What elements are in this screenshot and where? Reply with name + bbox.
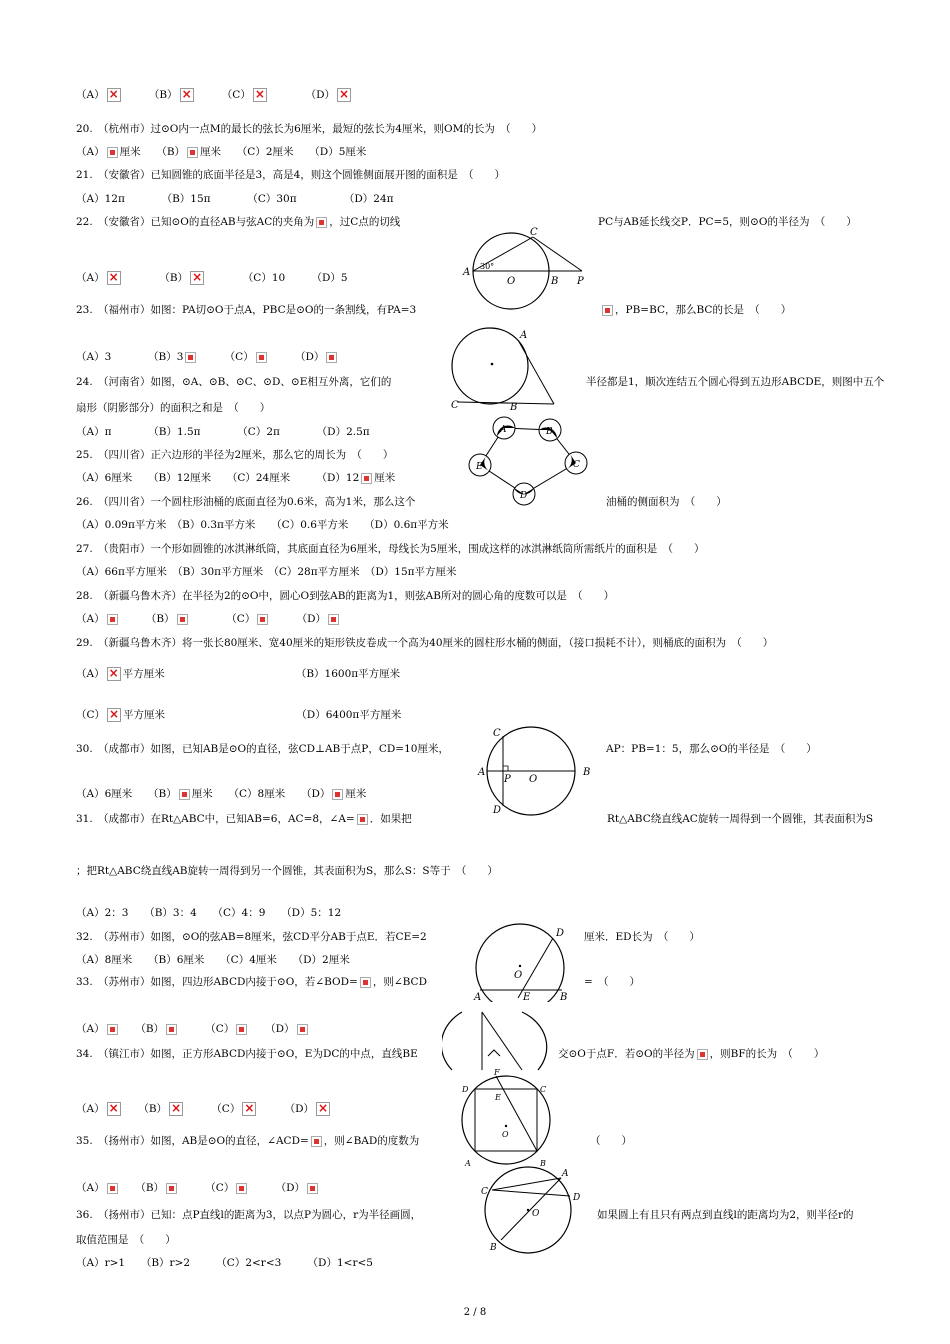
- line-opt29b: [76, 708, 401, 722]
- broken-image-icon: [697, 1049, 708, 1060]
- text-run: 33. （苏州市）如图，四边形ABCD内接于⊙O，若∠BOD=: [76, 976, 358, 988]
- broken-image-icon: [190, 271, 204, 285]
- broken-image-icon: [107, 614, 118, 625]
- text-run: 21. （安徽省）已知圆锥的底面半径是3，高是4，则这个圆锥侧面展开图的面积是 （ ）: [76, 169, 506, 181]
- figure-q24: [466, 412, 598, 508]
- text-run: （D）: [249, 1023, 295, 1035]
- line-opt30: [76, 787, 366, 801]
- broken-image-icon: [311, 1136, 322, 1147]
- fig22-label-p: P: [577, 276, 584, 287]
- text-run: （C）: [179, 1182, 235, 1194]
- broken-image-icon: [179, 789, 190, 800]
- line-q36c: [76, 1233, 176, 1247]
- fig24-label-e: E: [476, 462, 483, 472]
- line-q28: [76, 589, 614, 603]
- broken-image-icon: [297, 1024, 308, 1035]
- fig32-label-a: A: [474, 992, 482, 1002]
- text-run: 28. （新疆乌鲁木齐）在半径为2的⊙O中，圆心O到弦AB的距离为1，则弦AB所对的圆心角的度数可以是 （ ）: [76, 590, 615, 602]
- fig23-label-a: A: [520, 330, 528, 341]
- line-opt31: [76, 906, 341, 920]
- line-opt25: [76, 471, 395, 485]
- broken-image-icon: [107, 1024, 118, 1035]
- broken-image-icon: [169, 1102, 183, 1116]
- text-run: （D）: [270, 613, 327, 625]
- text-run: 半径都是1，顺次连结五个圆心得到五边形ABCDE，则图中五个: [586, 376, 885, 388]
- text-run: 厘米．ED长为 （ ）: [584, 931, 700, 943]
- fig22-label-o: O: [507, 276, 516, 287]
- broken-image-icon: [107, 1183, 118, 1194]
- text-run: Rt△ABC绕直线AC旋转一周得到一个圆锥，其表面积为S: [607, 813, 874, 825]
- text-run: （A）: [76, 1182, 105, 1194]
- figure-q30: [476, 724, 600, 816]
- fig22-label-a: A: [463, 267, 471, 278]
- text-run: 27. （贵阳市）一个形如圆锥的冰淇淋纸筒，其底面直径为6厘米，母线长为5厘米，围成这样的冰淇淋纸筒所需纸片的面积是 （ ）: [76, 543, 705, 555]
- line-q20: [76, 122, 542, 136]
- fig36-label-d: D: [573, 1193, 581, 1203]
- text-run: （A）2：3 （B）3：4 （C）4：9 （D）5：12: [76, 907, 342, 919]
- text-run: PC与AB延长线交P．PC=5，则⊙O的半径为 （ ）: [598, 216, 857, 228]
- broken-image-icon: [177, 614, 188, 625]
- text-run: 厘米 （B）: [119, 146, 186, 158]
- text-run: ；把Rt△ABC绕直线AB旋转一周得到另一个圆锥，其表面积为S，那么S：S等于 （ ）: [76, 865, 498, 877]
- line-q26b: [606, 495, 727, 509]
- broken-image-icon: [257, 614, 268, 625]
- fig34-label-o: O: [502, 1130, 509, 1139]
- line-q33b: [584, 975, 640, 989]
- line-q26a: [76, 495, 415, 509]
- line-q31b: [607, 812, 873, 826]
- line-q36a: [76, 1208, 421, 1222]
- text-run: （A）: [76, 1103, 105, 1115]
- text-run: （A）12π （B）15π （C）30π （D）24π: [76, 193, 394, 205]
- line-opt21: [76, 192, 394, 206]
- text-run: 24. （河南省）如图，⊙A、⊙B、⊙C、⊙D、⊙E相互外离，它们的: [76, 376, 392, 388]
- line-q22b: [598, 215, 857, 229]
- text-run: 厘米: [374, 472, 396, 484]
- fig30-label-b: B: [583, 767, 591, 778]
- text-run: （D）: [249, 1182, 306, 1194]
- fig36-label-a: A: [562, 1169, 569, 1179]
- text-run: （B）: [119, 613, 175, 625]
- broken-image-icon: [253, 88, 267, 102]
- text-run: 如果圆上有且只有两点到直线l的距离均为2，则半径r的: [597, 1209, 854, 1221]
- text-run: （A）6厘米 （B）: [76, 788, 177, 800]
- text-run: 厘米 （C）2厘米 （D）5厘米: [200, 146, 367, 158]
- broken-image-icon: [180, 88, 194, 102]
- text-run: （A）: [76, 668, 105, 680]
- broken-image-icon: [107, 147, 118, 158]
- fig30-label-d: D: [493, 805, 502, 816]
- text-run: 取值范围是 （ ）: [76, 1234, 176, 1246]
- line-opt26: [76, 518, 449, 532]
- broken-image-icon: [307, 1183, 318, 1194]
- fig34-label-b: B: [540, 1159, 546, 1168]
- broken-image-icon: [357, 814, 368, 825]
- line-q34b: [558, 1047, 824, 1061]
- text-run: （B）: [122, 89, 178, 101]
- line-opt33: [76, 1022, 310, 1036]
- line-q35a: [76, 1134, 419, 1148]
- fig32-label-d: D: [556, 928, 565, 939]
- text-run: 厘米 （C）8厘米 （D）: [191, 788, 331, 800]
- fig30-label-o: O: [529, 774, 538, 785]
- broken-image-icon: [326, 352, 337, 363]
- text-run: 25. （四川省）正六边形的半径为2厘米，那么它的周长为 （ ）: [76, 449, 394, 461]
- text-run: ，PB=BC，那么BC的长是 （ ）: [615, 304, 792, 316]
- text-run: （A）π （B）1.5π （C）2π （D）2.5π: [76, 426, 370, 438]
- broken-image-icon: [361, 473, 372, 484]
- line-opt32: [76, 953, 350, 967]
- broken-image-icon: [602, 305, 613, 316]
- fig36-label-c: C: [481, 1187, 488, 1197]
- fig32-label-e: E: [523, 992, 531, 1002]
- line-opt20: [76, 145, 366, 159]
- line-q32b: [584, 930, 700, 944]
- broken-image-icon: [242, 1102, 256, 1116]
- line-q30b: [606, 742, 817, 756]
- text-run: 23. （福州市）如图：PA切⊙O于点A，PBC是⊙O的一条割线，有PA=3: [76, 304, 417, 316]
- line-opt19: [76, 88, 353, 102]
- broken-image-icon: [107, 88, 121, 102]
- line-q36b: [597, 1208, 854, 1222]
- broken-image-icon: [187, 147, 198, 158]
- text-run: 22. （安徽省）已知⊙O的直径AB与弦AC的夹角为: [76, 216, 315, 228]
- line-q24c: [76, 401, 270, 415]
- text-run: 36. （扬州市）已知：点P直线l的距离为3，以点P为圆心，r为半径画圆，: [76, 1209, 422, 1221]
- text-run: （A）6厘米 （B）12厘米 （C）24厘米 （D）12: [76, 472, 360, 484]
- line-q31c: [76, 864, 498, 878]
- line-q23b: [600, 303, 791, 317]
- fig24-label-c: C: [573, 460, 580, 470]
- text-run: ，则∠BCD: [372, 976, 428, 988]
- text-run: （C）: [189, 613, 256, 625]
- broken-image-icon: [328, 614, 339, 625]
- fig30-label-c: C: [493, 728, 501, 739]
- broken-image-icon: [185, 352, 196, 363]
- line-opt36: [76, 1256, 373, 1270]
- fig32-label-o: O: [514, 970, 523, 981]
- broken-image-icon: [337, 88, 351, 102]
- text-run: 油桶的侧面积为 （ ）: [606, 496, 727, 508]
- text-run: （B）: [122, 272, 189, 284]
- text-run: （A）66π平方厘米 （B）30π平方厘米 （C）28π平方厘米 （D）15π平方厘米: [76, 566, 457, 578]
- text-run: （C）: [179, 1023, 235, 1035]
- figure-q23: [442, 326, 562, 410]
- line-q30a: [76, 742, 449, 756]
- line-q24b: [586, 375, 884, 389]
- text-run: （A）0.09π平方米 （B）0.3π平方米 （C）0.6平方米 （D）0.6π平方米: [76, 519, 449, 531]
- fig34-label-d: D: [462, 1085, 469, 1094]
- line-q27: [76, 542, 705, 556]
- text-run: 31. （成都市）在Rt△ABC中，已知AB=6，AC=8，∠A=: [76, 813, 355, 825]
- broken-image-icon: [316, 1102, 330, 1116]
- line-opt27: [76, 565, 457, 579]
- line-q35b: [590, 1134, 632, 1148]
- figure-q34: [456, 1066, 562, 1170]
- line-q31a: [76, 812, 412, 826]
- broken-image-icon: [316, 217, 327, 228]
- fig34-label-e: E: [495, 1093, 501, 1102]
- broken-image-icon: [236, 1024, 247, 1035]
- text-run: （A）: [76, 89, 105, 101]
- text-run: 32. （苏州市）如图，⊙O的弦AB=8厘米，弦CD平分AB于点E．若CE=2: [76, 931, 427, 943]
- text-run: （C）: [198, 351, 254, 363]
- line-q23a: [76, 303, 416, 317]
- line-q24a: [76, 375, 391, 389]
- line-q29: [76, 636, 773, 650]
- broken-image-icon: [166, 1183, 177, 1194]
- fig34-label-a: A: [465, 1159, 471, 1168]
- fig22-label-c: C: [530, 227, 538, 238]
- text-run: 29. （新疆乌鲁木齐）将一张长80厘米、宽40厘米的矩形铁皮卷成一个高为40厘米的圆柱形水桶的侧面，（接口损耗不计），则桶底的面积为 （ ）: [76, 637, 774, 649]
- broken-image-icon: [166, 1024, 177, 1035]
- text-run: ．如果把: [369, 813, 412, 825]
- text-run: （D）: [268, 351, 325, 363]
- line-q25: [76, 448, 393, 462]
- text-run: （A）: [76, 146, 105, 158]
- text-run: （A）: [76, 1023, 105, 1035]
- fig32-label-b: B: [560, 992, 568, 1002]
- text-run: （B）: [122, 1103, 168, 1115]
- text-run: （ ）: [590, 1135, 632, 1147]
- figure-q36: [478, 1166, 588, 1254]
- fig22-label-angle: 30°: [480, 262, 495, 271]
- figure-q22: [460, 226, 590, 312]
- line-q34a: [76, 1047, 418, 1061]
- fig24-label-a: A: [500, 425, 507, 435]
- broken-image-icon: [107, 667, 121, 681]
- line-opt28: [76, 612, 341, 626]
- line-q32a: [76, 930, 427, 944]
- figure-q32: [468, 918, 580, 1002]
- text-run: AP：PB=1：5，那么⊙O的半径是 （ ）: [606, 743, 817, 755]
- text-run: ，则∠BAD的度数为: [323, 1135, 420, 1147]
- fig30-label-a: A: [478, 767, 486, 778]
- text-run: 35. （扬州市）如图，AB是⊙O的直径，∠ACD=: [76, 1135, 309, 1147]
- line-opt29a: [76, 667, 400, 681]
- text-run: 34. （镇江市）如图，正方形ABCD内接于⊙O，E为DC的中点，直线BE: [76, 1048, 418, 1060]
- line-opt24: [76, 425, 370, 439]
- broken-image-icon: [107, 708, 121, 722]
- fig30-label-p: P: [504, 774, 511, 785]
- broken-image-icon: [332, 789, 343, 800]
- line-q21: [76, 168, 505, 182]
- text-run: = （ ）: [584, 976, 641, 988]
- broken-image-icon: [107, 1102, 121, 1116]
- text-run: 30. （成都市）如图，已知AB是⊙O的直径，弦CD⊥AB于点P，CD=10厘米，: [76, 743, 449, 755]
- broken-image-icon: [256, 352, 267, 363]
- text-run: （B）: [119, 1182, 165, 1194]
- text-run: （D）: [258, 1103, 315, 1115]
- figure-q33: [442, 1008, 548, 1074]
- fig34-label-c: C: [540, 1085, 547, 1094]
- page-number: 2 / 8: [463, 1307, 487, 1318]
- text-run: （B）: [119, 1023, 165, 1035]
- fig34-label-f: F: [494, 1068, 500, 1077]
- text-run: （A）: [76, 272, 105, 284]
- text-run: （C）: [195, 89, 251, 101]
- text-run: ，则BF的长为 （ ）: [709, 1048, 825, 1060]
- line-opt34: [76, 1102, 332, 1116]
- fig24-label-d: D: [520, 491, 528, 501]
- fig22-label-b: B: [551, 276, 559, 287]
- text-run: （A）r>1 （B）r>2 （C）2<r<3 （D）1<r<5: [76, 1257, 373, 1269]
- text-run: 平方厘米 （B）1600π平方厘米: [122, 668, 401, 680]
- text-run: （C）: [185, 1103, 241, 1115]
- text-run: 交⊙O于点F．若⊙O的半径为: [558, 1048, 695, 1060]
- line-opt22: [76, 271, 348, 285]
- fig23-label-c: C: [451, 400, 459, 410]
- text-run: （D）: [268, 89, 336, 101]
- text-run: （A）: [76, 613, 105, 625]
- text-run: （A）3 （B）3: [76, 351, 184, 363]
- broken-image-icon: [360, 977, 371, 988]
- text-run: 扇形（阴影部分）的面积之和是 （ ）: [76, 402, 271, 414]
- fig36-label-b: B: [490, 1243, 497, 1253]
- broken-image-icon: [236, 1183, 247, 1194]
- text-run: 厘米: [345, 788, 367, 800]
- text-run: 20. （杭州市）过⊙O内一点M的最长的弦长为6厘米，最短的弦长为4厘米，则OM的长为 （ ）: [76, 123, 543, 135]
- fig24-label-b: B: [546, 427, 553, 437]
- fig23-label-b: B: [510, 402, 518, 410]
- text-run: （A）8厘米 （B）6厘米 （C）4厘米 （D）2厘米: [76, 954, 350, 966]
- line-opt23: [76, 350, 339, 364]
- line-q33a: [76, 975, 427, 989]
- line-opt35: [76, 1181, 320, 1195]
- text-run: （C）: [76, 709, 106, 721]
- text-run: 26. （四川省）一个圆柱形油桶的底面直径为0.6米，高为1米，那么这个: [76, 496, 416, 508]
- broken-image-icon: [107, 271, 121, 285]
- fig36-label-o: O: [532, 1209, 540, 1219]
- line-q22a: [76, 215, 400, 229]
- text-run: ，过C点的切线: [329, 216, 401, 228]
- text-run: （C）10 （D）5: [206, 272, 348, 284]
- text-run: 平方厘米 （D）6400π平方厘米: [123, 709, 402, 721]
